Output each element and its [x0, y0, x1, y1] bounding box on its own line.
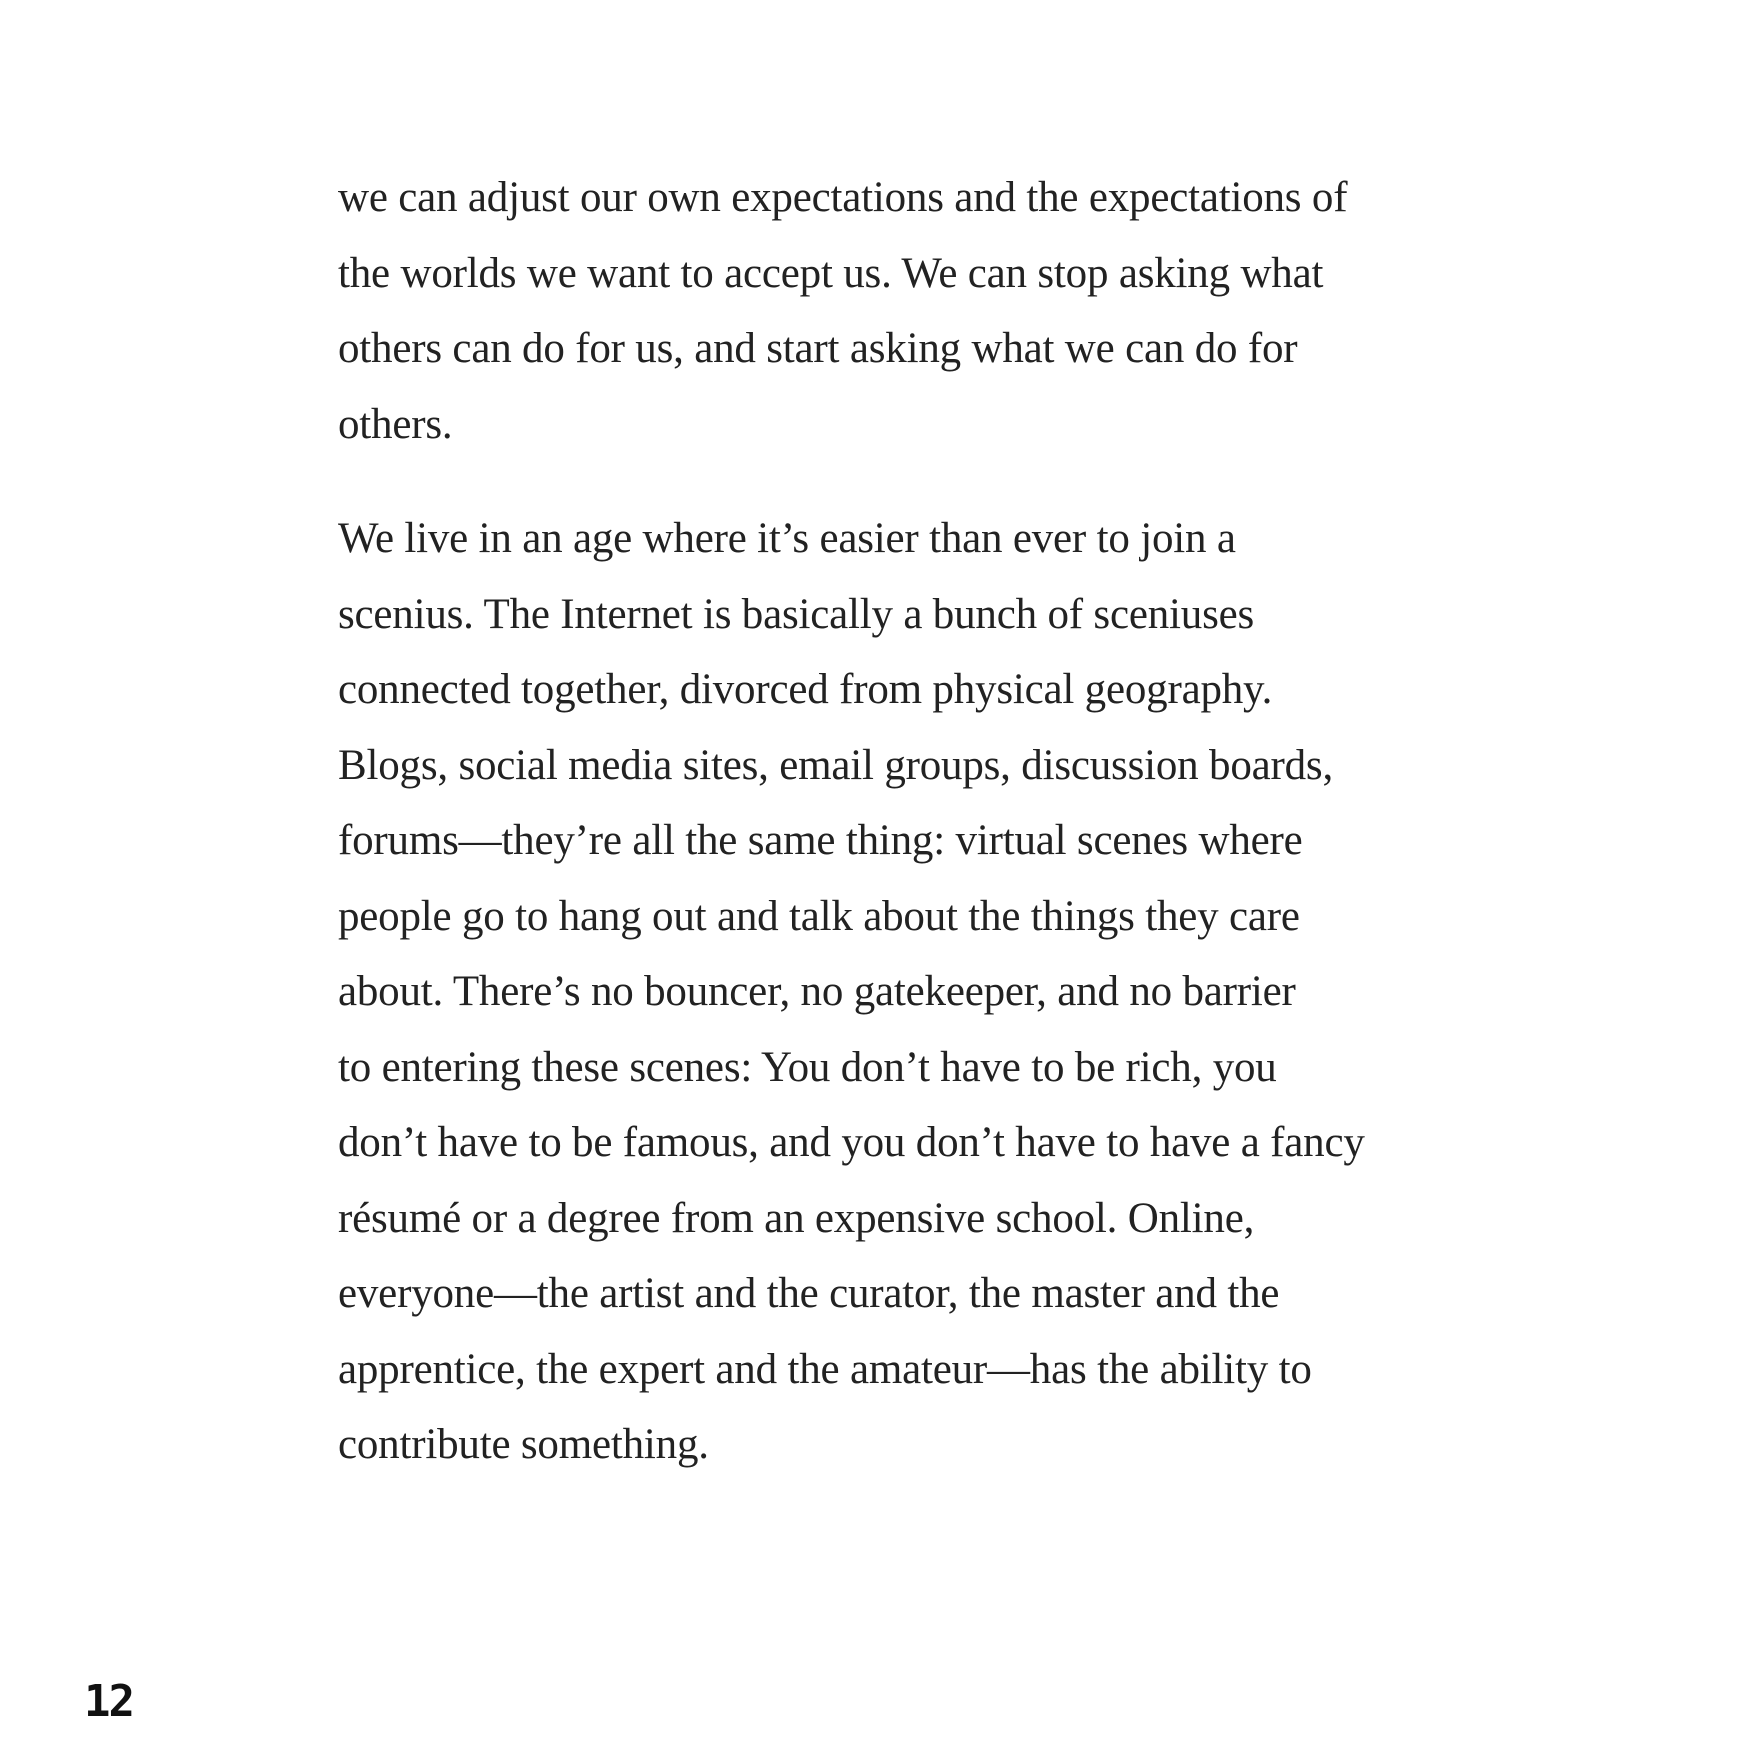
text-line: don’t have to be famous, and you don’t have to have a fancy [338, 1119, 1365, 1166]
text-line: apprentice, the expert and the amateur—has the ability to [338, 1345, 1312, 1393]
text-line: others can do for us, and start asking what we can do for [338, 325, 1298, 372]
text-line: others. [338, 400, 453, 448]
text-line: people go to hang out and talk about the things they care [338, 892, 1300, 940]
text-line: to entering these scenes: You don’t have to be rich, you [338, 1043, 1277, 1091]
text-line: connected together, divorced from physical geography. [338, 666, 1273, 713]
text-line: the worlds we want to accept us. We can stop asking what [338, 249, 1324, 297]
paragraph-2 [338, 501, 1458, 1483]
paragraph-1 [338, 160, 1458, 462]
page-number: 12 [84, 1676, 133, 1727]
text-line: about. There’s no bouncer, no gatekeeper, and no barrier [338, 968, 1296, 1015]
text-line: we can adjust our own expectations and the expectations of [338, 174, 1348, 221]
text-line: everyone—the artist and the curator, the master and the [338, 1270, 1280, 1317]
text-line: scenius. The Internet is basically a bunch of sceniuses [338, 590, 1255, 638]
text-line: We live in an age where it’s easier than ever to join a [338, 515, 1236, 562]
body-text [338, 160, 1458, 1483]
text-line: forums—they’re all the same thing: virtual scenes where [338, 817, 1303, 864]
text-line: contribute something. [338, 1421, 709, 1468]
text-line: Blogs, social media sites, email groups, discussion boards, [338, 741, 1334, 789]
text-line: résumé or a degree from an expensive school. Online, [338, 1194, 1255, 1242]
